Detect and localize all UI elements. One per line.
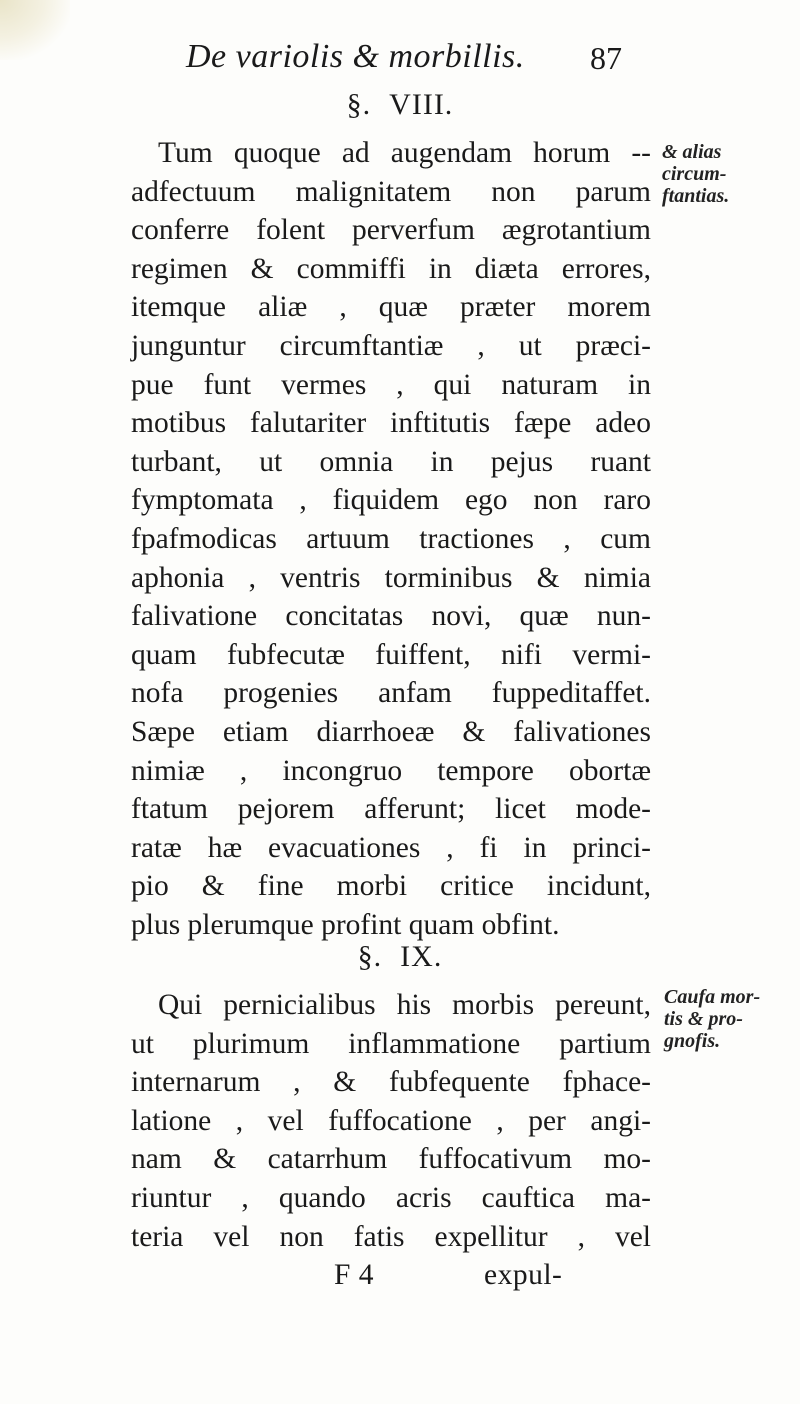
marginal-note-line: & alias — [662, 141, 722, 163]
section-heading-ix — [0, 940, 800, 974]
text-line: ut plurimum inflammatione partium — [131, 1027, 651, 1060]
text-line: ftatum pejorem afferunt; licet mode- — [131, 793, 651, 826]
text-line: nimiæ , incongruo tempore obortæ — [131, 754, 651, 787]
text-line: Sæpe etiam diarrhoeæ & falivationes — [131, 715, 651, 748]
text-line: teria vel non fatis expellitur , vel — [131, 1220, 651, 1253]
text-line: nam & catarrhum fuffocativum mo- — [131, 1143, 651, 1176]
text-line: Qui pernicialibus his morbis pereunt, — [158, 989, 651, 1021]
marginal-note-line: Caufa mor- — [664, 986, 761, 1008]
text-line: plus plerumque profint quam obfint. — [131, 908, 560, 941]
section-ix-text — [131, 986, 651, 1295]
text-line: aphonia , ventris torminibus & nimia — [131, 561, 651, 594]
marginal-note-line: ftantias. — [662, 185, 730, 207]
marginal-note-line: circum- — [662, 163, 727, 185]
text-line: junguntur circumftantiæ , ut præci- — [131, 329, 651, 362]
section-mark: §. — [346, 88, 372, 121]
text-line: pue funt vermes , qui naturam in — [131, 368, 651, 401]
text-line: conferre folent perverfum ægrotantium — [131, 214, 651, 247]
text-line: nofa progenies anfam fuppeditaffet. — [131, 677, 651, 710]
catchword: expul- — [484, 1259, 563, 1292]
running-head — [186, 38, 622, 86]
text-line: adfectuum malignitatem non parum — [131, 175, 651, 208]
text-line: pio & fine morbi critice incidunt, — [131, 870, 651, 903]
text-line: Tum quoque ad augendam horum -- — [158, 137, 651, 169]
text-line: fpafmodicas artuum tractiones , cum — [131, 522, 651, 555]
text-line: regimen & commiffi in diæta errores, — [131, 252, 651, 285]
text-line: internarum , & fubfequente fphace- — [131, 1066, 651, 1099]
text-line: riuntur , quando acris cauftica ma- — [131, 1181, 651, 1214]
section-viii-text — [131, 134, 651, 944]
section-number: IX. — [400, 940, 443, 973]
marginal-note-viii — [662, 141, 729, 207]
text-line: motibus falutariter inftitutis fæpe adeo — [131, 407, 651, 440]
text-line: ratæ hæ evacuationes , fi in princi- — [131, 831, 651, 864]
marginal-note-line: gnofis. — [664, 1030, 721, 1052]
marginal-note-ix — [664, 986, 760, 1052]
section-mark: §. — [357, 940, 383, 973]
text-line: falivatione concitatas novi, quæ nun- — [131, 600, 651, 633]
section-heading-viii — [0, 88, 800, 122]
page-corner-stain — [0, 0, 70, 60]
text-line: fymptomata , fiquidem ego non raro — [131, 484, 651, 517]
text-line: latione , vel fuffocatione , per angi- — [131, 1104, 651, 1137]
text-line: quam fubfecutæ fuiffent, nifi vermi- — [131, 638, 651, 671]
page-number: 87 — [590, 40, 622, 76]
text-line: itemque aliæ , quæ præter morem — [131, 291, 651, 324]
signature-mark: F 4 — [334, 1259, 375, 1292]
marginal-note-line: tis & pro- — [664, 1008, 743, 1030]
footer-line — [131, 1256, 651, 1295]
running-title: De variolis & morbillis. — [186, 38, 525, 75]
section-number: VIII. — [389, 88, 454, 121]
text-line: turbant, ut omnia in pejus ruant — [131, 445, 651, 478]
